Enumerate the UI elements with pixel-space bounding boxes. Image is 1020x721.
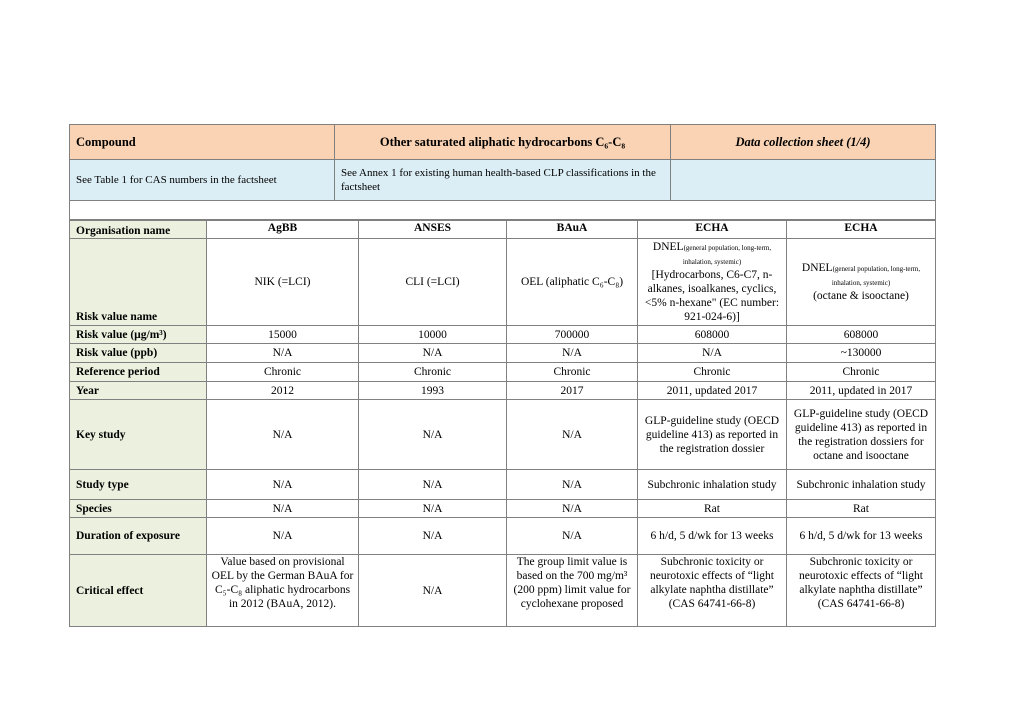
table-row — [70, 326, 936, 344]
table-cell: N/A — [207, 344, 359, 363]
table-row — [70, 470, 936, 500]
table-cell: Rat — [638, 500, 787, 518]
table-cell: ~130000 — [787, 344, 936, 363]
risk-name-agbb: NIK (=LCI) — [207, 239, 359, 326]
table-cell: Chronic — [359, 363, 507, 382]
spacer-row — [70, 201, 936, 220]
table-cell: N/A — [507, 470, 638, 500]
table-cell: 2012 — [207, 382, 359, 400]
table-cell: 10000 — [359, 326, 507, 344]
table-cell: 608000 — [638, 326, 787, 344]
table-cell: Value based on provisional OEL by the German BAuA for C₅-C₈ aliphatic hydrocarbons in 2012 (BAuA, 2012). — [207, 555, 359, 627]
table-cell: N/A — [359, 344, 507, 363]
table-cell: N/A — [359, 470, 507, 500]
table-row — [70, 518, 936, 555]
table-cell: 6 h/d, 5 d/wk for 13 weeks — [787, 518, 936, 555]
table-cell: 6 h/d, 5 d/wk for 13 weeks — [638, 518, 787, 555]
row-label: Duration of exposure — [70, 518, 207, 555]
row-label: Species — [70, 500, 207, 518]
risk-name-row — [70, 239, 936, 326]
org-echa-2: ECHA — [787, 221, 936, 239]
table-cell: N/A — [359, 555, 507, 627]
table-cell: Subchronic toxicity or neurotoxic effects of “light alkylate naphtha distillate” (CAS 64741-66-8) — [787, 555, 936, 627]
table-cell: N/A — [507, 344, 638, 363]
dnel-prefix-1: DNEL — [652, 241, 684, 253]
sheet-title: Data collection sheet (1/4) — [671, 125, 936, 160]
table-row — [70, 382, 936, 400]
table-cell: N/A — [638, 344, 787, 363]
compound-name: Other saturated aliphatic hydrocarbons C₆-C₈ — [335, 125, 671, 160]
risk-name-echa-2 — [787, 239, 936, 326]
table-cell: 1993 — [359, 382, 507, 400]
table-cell: GLP-guideline study (OECD guideline 413) as reported in the registration dossiers for octane and isooctane — [787, 400, 936, 470]
dnel-prefix-2: DNEL — [801, 262, 833, 274]
risk-name-echa-1 — [638, 239, 787, 326]
table-cell: N/A — [207, 400, 359, 470]
risk-name-anses: CLI (=LCI) — [359, 239, 507, 326]
org-agbb: AgBB — [207, 221, 359, 239]
table-cell: N/A — [207, 500, 359, 518]
dnel-body-1: [Hydrocarbons, C6-C7, n-alkanes, isoalkanes, cyclics, <5% n-hexane" (EC number: 921-024-6)] — [644, 269, 780, 323]
table-cell: 15000 — [207, 326, 359, 344]
table-row — [70, 363, 936, 382]
table-cell: Subchronic inhalation study — [638, 470, 787, 500]
clp-note: See Annex 1 for existing human health-based CLP classifications in the factsheet — [335, 160, 671, 201]
table-cell: Chronic — [207, 363, 359, 382]
table-cell: The group limit value is based on the 700 mg/m³ (200 ppm) limit value for cyclohexane proposed — [507, 555, 638, 627]
risk-data-table — [69, 220, 936, 627]
table-cell: N/A — [507, 500, 638, 518]
cas-note: See Table 1 for CAS numbers in the factsheet — [70, 160, 335, 201]
org-bauа: BAuA — [507, 221, 638, 239]
table-cell: Subchronic toxicity or neurotoxic effects of “light alkylate naphtha distillate” (CAS 64741-66-8) — [638, 555, 787, 627]
row-label: Risk value (µg/m³) — [70, 326, 207, 344]
table-row — [70, 500, 936, 518]
table-cell: 700000 — [507, 326, 638, 344]
table-cell: N/A — [359, 500, 507, 518]
row-label: Key study — [70, 400, 207, 470]
table-cell: Chronic — [787, 363, 936, 382]
table-row — [70, 400, 936, 470]
notes-row — [70, 160, 936, 201]
compound-label: Compound — [70, 125, 335, 160]
row-label: Critical effect — [70, 555, 207, 627]
notes-empty-cell — [671, 160, 936, 201]
risk-name-label: Risk value name — [70, 239, 207, 326]
table-cell: 2011, updated in 2017 — [787, 382, 936, 400]
table-cell: Chronic — [507, 363, 638, 382]
table-cell: 608000 — [787, 326, 936, 344]
table-row — [70, 344, 936, 363]
table-cell: Chronic — [638, 363, 787, 382]
org-anses: ANSES — [359, 221, 507, 239]
table-cell: 2017 — [507, 382, 638, 400]
table-cell: Subchronic inhalation study — [787, 470, 936, 500]
table-cell: N/A — [207, 470, 359, 500]
spacer-cell — [70, 201, 936, 220]
table-cell: GLP-guideline study (OECD guideline 413) as reported in the registration dossier — [638, 400, 787, 470]
table-cell: N/A — [359, 518, 507, 555]
row-label: Reference period — [70, 363, 207, 382]
dnel-sub-1: (general population, long-term, inhalation, systemic) — [682, 244, 772, 266]
table-row — [70, 555, 936, 627]
dnel-body-2: (octane & isooctane) — [813, 290, 909, 302]
table-cell: Rat — [787, 500, 936, 518]
table-cell: N/A — [207, 518, 359, 555]
table-cell: N/A — [359, 400, 507, 470]
org-echa-1: ECHA — [638, 221, 787, 239]
row-label: Risk value (ppb) — [70, 344, 207, 363]
table-cell: N/A — [507, 400, 638, 470]
risk-name-bauа: OEL (aliphatic C₆-C₈) — [507, 239, 638, 326]
compound-header-table — [69, 124, 936, 220]
header-row — [70, 125, 936, 160]
table-cell: 2011, updated 2017 — [638, 382, 787, 400]
org-label: Organisation name — [70, 221, 207, 239]
row-label: Study type — [70, 470, 207, 500]
row-label: Year — [70, 382, 207, 400]
organisation-row — [70, 221, 936, 239]
table-cell: N/A — [507, 518, 638, 555]
dnel-sub-2: (general population, long-term, inhalation, systemic) — [831, 265, 921, 287]
